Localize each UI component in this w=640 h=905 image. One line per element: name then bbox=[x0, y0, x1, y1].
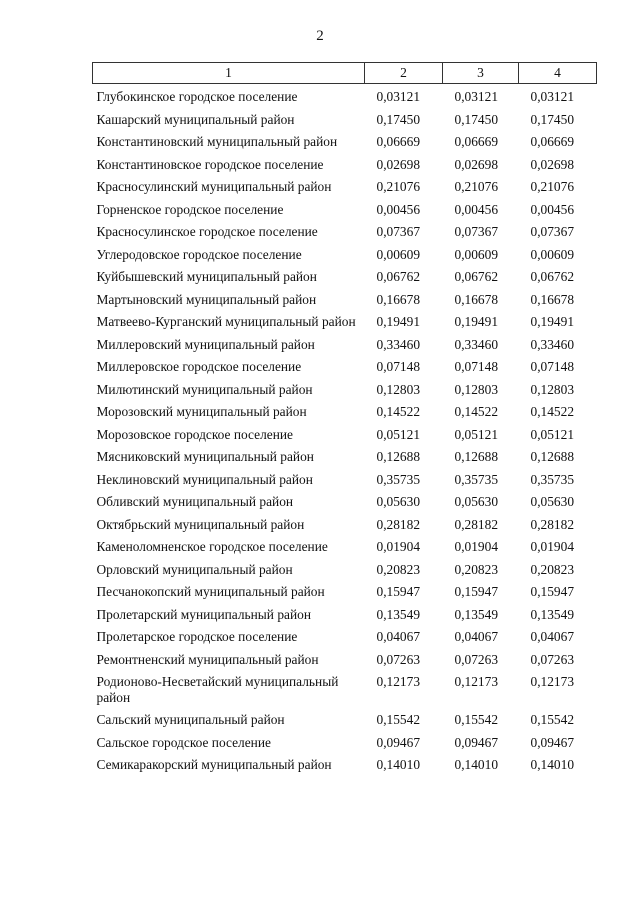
row-value-cell: 0,06762 bbox=[530, 269, 575, 284]
row-value-cell: 0,19491 bbox=[376, 314, 421, 329]
row-value-cell: 0,16678 bbox=[530, 291, 575, 307]
row-value-cell: 0,00609 bbox=[530, 246, 575, 262]
table-row bbox=[93, 671, 597, 709]
row-name-cell: Семикаракорский муниципальный район bbox=[96, 757, 332, 772]
row-value-cell: 0,05630 bbox=[530, 494, 575, 509]
row-value-cell: 0,15542 bbox=[454, 712, 499, 727]
table-row bbox=[93, 559, 597, 582]
row-name-cell: Сальское городское поселение bbox=[96, 734, 271, 750]
row-value-cell: 0,07263 bbox=[454, 651, 499, 667]
row-value-cell: 0,28182 bbox=[454, 516, 499, 532]
row-value-cell: 0,35735 bbox=[454, 471, 499, 487]
row-value-cell: 0,05121 bbox=[454, 426, 499, 442]
table-row bbox=[93, 221, 597, 244]
row-value-cell: 0,12803 bbox=[530, 381, 575, 397]
table-row bbox=[93, 176, 597, 199]
data-table bbox=[92, 62, 597, 777]
row-name-cell: Константиновское городское поселение bbox=[96, 156, 324, 172]
table-body bbox=[93, 84, 597, 777]
row-value-cell: 0,09467 bbox=[530, 734, 575, 750]
row-value-cell: 0,33460 bbox=[454, 336, 499, 352]
row-value-cell: 0,00456 bbox=[376, 201, 421, 217]
header-col-2: 2 bbox=[365, 63, 443, 84]
row-value-cell: 0,04067 bbox=[530, 629, 575, 644]
row-name-cell: Куйбышевский муниципальный район bbox=[96, 269, 317, 284]
row-value-cell: 0,02698 bbox=[454, 156, 499, 172]
row-value-cell: 0,00456 bbox=[454, 201, 499, 217]
row-value-cell: 0,20823 bbox=[530, 561, 575, 577]
row-value-cell: 0,01904 bbox=[530, 539, 575, 554]
row-value-cell: 0,06762 bbox=[376, 269, 421, 284]
header-row bbox=[93, 63, 597, 84]
row-value-cell: 0,20823 bbox=[376, 561, 421, 577]
row-value-cell: 0,17450 bbox=[454, 111, 499, 127]
table-row bbox=[93, 446, 597, 469]
row-name-cell: Пролетарский муниципальный район bbox=[96, 606, 311, 622]
header-col-4: 4 bbox=[519, 63, 597, 84]
row-value-cell: 0,09467 bbox=[454, 734, 499, 750]
row-value-cell: 0,06669 bbox=[376, 134, 421, 149]
header-col-3: 3 bbox=[443, 63, 519, 84]
row-value-cell: 0,15542 bbox=[530, 712, 575, 727]
row-value-cell: 0,12173 bbox=[376, 674, 421, 689]
page-number: 2 bbox=[316, 28, 324, 44]
row-name-cell: Миллеровский муниципальный район bbox=[96, 336, 315, 352]
table-row bbox=[93, 131, 597, 154]
row-value-cell: 0,05630 bbox=[376, 494, 421, 509]
row-value-cell: 0,12688 bbox=[454, 449, 499, 464]
row-name-cell: Углеродовское городское поселение bbox=[96, 246, 302, 262]
row-value-cell: 0,33460 bbox=[376, 336, 421, 352]
table-row bbox=[93, 266, 597, 289]
row-value-cell: 0,19491 bbox=[454, 314, 499, 329]
row-name-cell: Сальский муниципальный район bbox=[96, 712, 285, 727]
row-value-cell: 0,01904 bbox=[376, 539, 421, 554]
table-row bbox=[93, 536, 597, 559]
row-name-cell: Миллеровское городское поселение bbox=[96, 359, 302, 374]
table-row bbox=[93, 334, 597, 357]
row-value-cell: 0,12688 bbox=[530, 449, 575, 464]
row-name-cell: Красносулинский муниципальный район bbox=[96, 179, 332, 194]
row-value-cell: 0,00609 bbox=[454, 246, 499, 262]
row-value-cell: 0,17450 bbox=[376, 111, 421, 127]
row-value-cell: 0,04067 bbox=[376, 629, 421, 644]
row-value-cell: 0,07263 bbox=[530, 651, 575, 667]
row-name-cell: Красносулинское городское поселение bbox=[96, 224, 318, 239]
row-value-cell: 0,28182 bbox=[530, 516, 575, 532]
table-row bbox=[93, 311, 597, 334]
row-value-cell: 0,12803 bbox=[454, 381, 499, 397]
row-value-cell: 0,09467 bbox=[376, 734, 421, 750]
row-value-cell: 0,07148 bbox=[530, 359, 575, 374]
row-value-cell: 0,14522 bbox=[454, 404, 499, 419]
row-value-cell: 0,35735 bbox=[530, 471, 575, 487]
row-value-cell: 0,14010 bbox=[454, 757, 499, 772]
table-row bbox=[93, 604, 597, 627]
row-value-cell: 0,20823 bbox=[454, 561, 499, 577]
row-value-cell: 0,15947 bbox=[376, 584, 421, 599]
table-row bbox=[93, 754, 597, 777]
row-value-cell: 0,07367 bbox=[376, 224, 421, 239]
row-value-cell: 0,07367 bbox=[454, 224, 499, 239]
table-row bbox=[93, 379, 597, 402]
table-row bbox=[93, 709, 597, 732]
row-value-cell: 0,21076 bbox=[454, 179, 499, 194]
table-row bbox=[93, 424, 597, 447]
table-row bbox=[93, 289, 597, 312]
row-name-cell: Октябрьский муниципальный район bbox=[96, 516, 305, 532]
row-value-cell: 0,14010 bbox=[376, 757, 421, 772]
row-value-cell: 0,15542 bbox=[376, 712, 421, 727]
row-name-cell: Кашарский муниципальный район bbox=[96, 111, 295, 127]
row-value-cell: 0,35735 bbox=[376, 471, 421, 487]
row-value-cell: 0,03121 bbox=[530, 89, 575, 104]
row-value-cell: 0,13549 bbox=[530, 606, 575, 622]
row-value-cell: 0,06669 bbox=[454, 134, 499, 149]
row-name-cell: Матвеево-Курганский муниципальный район bbox=[96, 314, 356, 329]
row-value-cell: 0,06669 bbox=[530, 134, 575, 149]
row-value-cell: 0,12803 bbox=[376, 381, 421, 397]
row-value-cell: 0,12688 bbox=[376, 449, 421, 464]
table-row bbox=[93, 109, 597, 132]
row-value-cell: 0,16678 bbox=[454, 291, 499, 307]
row-value-cell: 0,15947 bbox=[530, 584, 575, 599]
table-row bbox=[93, 401, 597, 424]
row-name-cell: Мясниковский муниципальный район bbox=[96, 449, 314, 464]
row-name-cell: Обливский муниципальный район bbox=[96, 494, 294, 509]
row-value-cell: 0,07148 bbox=[376, 359, 421, 374]
row-value-cell: 0,21076 bbox=[530, 179, 575, 194]
row-value-cell: 0,03121 bbox=[376, 89, 421, 104]
row-value-cell: 0,15947 bbox=[454, 584, 499, 599]
row-name-cell: Песчанокопский муниципальный район bbox=[96, 584, 325, 599]
table-row bbox=[93, 356, 597, 379]
row-value-cell: 0,05121 bbox=[530, 426, 575, 442]
row-name-cell: Глубокинское городское поселение bbox=[96, 89, 298, 104]
row-value-cell: 0,04067 bbox=[454, 629, 499, 644]
row-name-cell: Морозовское городское поселение bbox=[96, 426, 293, 442]
row-value-cell: 0,00456 bbox=[530, 201, 575, 217]
row-value-cell: 0,03121 bbox=[454, 89, 499, 104]
row-value-cell: 0,14010 bbox=[530, 757, 575, 772]
row-value-cell: 0,13549 bbox=[376, 606, 421, 622]
table-row bbox=[93, 84, 597, 109]
row-name-cell: Мартыновский муниципальный район bbox=[96, 291, 317, 307]
table-row bbox=[93, 154, 597, 177]
table-row bbox=[93, 244, 597, 267]
row-name-cell: Милютинский муниципальный район bbox=[96, 381, 313, 397]
row-value-cell: 0,00609 bbox=[376, 246, 421, 262]
row-value-cell: 0,16678 bbox=[376, 291, 421, 307]
row-value-cell: 0,14522 bbox=[530, 404, 575, 419]
row-name-cell: Неклиновский муниципальный район bbox=[96, 471, 313, 487]
row-value-cell: 0,17450 bbox=[530, 111, 575, 127]
row-name-cell: Пролетарское городское поселение bbox=[96, 629, 298, 644]
header-col-1: 1 bbox=[93, 63, 365, 84]
table-row bbox=[93, 199, 597, 222]
row-name-cell: Константиновский муниципальный район bbox=[96, 134, 338, 149]
row-value-cell: 0,01904 bbox=[454, 539, 499, 554]
row-value-cell: 0,02698 bbox=[530, 156, 575, 172]
table-row bbox=[93, 581, 597, 604]
table-row bbox=[93, 491, 597, 514]
table-row bbox=[93, 469, 597, 492]
row-name-cell: Каменоломненское городское поселение bbox=[96, 539, 328, 554]
row-value-cell: 0,07263 bbox=[376, 651, 421, 667]
table-header bbox=[93, 63, 597, 84]
row-value-cell: 0,33460 bbox=[530, 336, 575, 352]
table-row bbox=[93, 514, 597, 537]
row-name-cell: Горненское городское поселение bbox=[96, 201, 284, 217]
row-value-cell: 0,12173 bbox=[530, 674, 575, 689]
row-value-cell: 0,21076 bbox=[376, 179, 421, 194]
table-row bbox=[93, 649, 597, 672]
row-value-cell: 0,14522 bbox=[376, 404, 421, 419]
row-value-cell: 0,12173 bbox=[454, 674, 499, 689]
row-value-cell: 0,13549 bbox=[454, 606, 499, 622]
row-value-cell: 0,19491 bbox=[530, 314, 575, 329]
row-value-cell: 0,06762 bbox=[454, 269, 499, 284]
row-value-cell: 0,07367 bbox=[530, 224, 575, 239]
table-row bbox=[93, 626, 597, 649]
row-name-cell: Родионово-Несветайский муниципальный район bbox=[96, 674, 339, 705]
table-row bbox=[93, 732, 597, 755]
row-value-cell: 0,28182 bbox=[376, 516, 421, 532]
row-name-cell: Морозовский муниципальный район bbox=[96, 404, 307, 419]
row-value-cell: 0,05121 bbox=[376, 426, 421, 442]
row-name-cell: Орловский муниципальный район bbox=[96, 561, 293, 577]
row-value-cell: 0,05630 bbox=[454, 494, 499, 509]
row-value-cell: 0,02698 bbox=[376, 156, 421, 172]
row-value-cell: 0,07148 bbox=[454, 359, 499, 374]
row-name-cell: Ремонтненский муниципальный район bbox=[96, 651, 319, 667]
